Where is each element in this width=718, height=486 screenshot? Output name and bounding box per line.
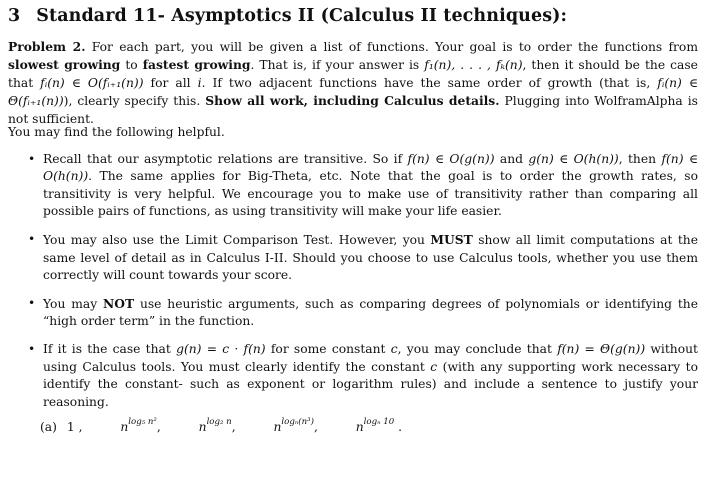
hint-text: for some constant [270, 342, 386, 357]
problem-text: for all [150, 75, 191, 90]
math-var: c [390, 342, 398, 357]
problem-label: Problem 2. [8, 39, 86, 54]
math-var: c [430, 359, 438, 374]
math-expr: f(n) = Θ(g(n)) [557, 342, 646, 357]
bullet-icon: • [28, 296, 36, 311]
hint-text: without using Calculus tools. You must clearly identify the constant [43, 342, 698, 374]
section-heading [8, 6, 567, 26]
hint-text: Recall that our asymptotic relations are transitive. So if [43, 152, 403, 166]
part-label: (a) [40, 420, 57, 434]
emphasis-show-work: Show all work, including Calculus details. [205, 93, 500, 109]
function-3: $n^{log_2 n}$, [198, 417, 236, 434]
hint-text: If it is the case that [43, 342, 171, 357]
hint-text: You may also use the Limit Comparison Test. However, you [43, 233, 425, 248]
function-5: $n^{log_n 10}$ . [355, 417, 403, 434]
hint-text: and [499, 152, 523, 166]
hint-text: (with any supporting work necessary to identify the constant- such as exponent or logarithm rules) and include a sentence to justify your reasoning. [43, 359, 698, 409]
problem-statement [8, 38, 698, 128]
math-big-o-relation: fᵢ(n) ∈ O(fᵢ₊₁(n)) [40, 75, 144, 90]
math-var: i [197, 75, 202, 90]
math-expr: f(n) ∈ O(h(n)) [43, 152, 698, 184]
helpful-intro: You may find the following helpful. [8, 125, 225, 139]
math-expr: g(n) = c · f(n) [176, 342, 266, 357]
problem-text: , then it should be the case that [8, 58, 698, 90]
emphasis-slowest: slowest growing [8, 57, 121, 73]
hint-constant-multiple [8, 341, 698, 411]
function-1: 1 , [66, 420, 83, 434]
problem-text: . That is, if your answer is [250, 58, 420, 73]
math-expr: g(n) ∈ O(h(n)) [528, 152, 619, 166]
emphasis-must: MUST [430, 232, 473, 248]
problem-text: ), clearly specify this. [63, 94, 201, 109]
problem-text: Plugging into WolframAlpha is not sufficient. [8, 94, 698, 126]
section-title: Standard 11- Asymptotics II (Calculus II techniques): [36, 6, 568, 26]
bullet-icon: • [28, 232, 36, 247]
bullet-icon: • [28, 152, 36, 166]
problem-text: For each part, you will be given a list of functions. Your goal is to order the functions from [91, 40, 698, 54]
bullet-icon: • [28, 342, 36, 357]
hint-limit-comparison [8, 231, 698, 284]
problem-text: . If two adjacent functions have the same order of growth (that is, [201, 75, 651, 90]
section-number: 3 [8, 6, 21, 26]
math-expr: f(n) ∈ O(g(n)) [407, 152, 495, 166]
hint-text: . The same applies for Big-Theta, etc. Note that the goal is to order the growth rates, so transitivity is very helpful. We encourage you to make use of transitivity rather than comparing all possible pairs of functions, as using transitivity will make your life easier. [43, 169, 698, 219]
hint-no-heuristics [8, 295, 698, 331]
function-2: $n^{log_5 n^2}$, [120, 417, 161, 434]
function-4: $n^{log_n(n^3)}$, [273, 417, 318, 434]
hint-text: You may [43, 297, 98, 312]
hint-text: use heuristic arguments, such as comparing degrees of polynomials or identifying the “high order term” in the function. [43, 297, 698, 329]
math-sequence: f₁(n), . . . , fₖ(n) [424, 58, 523, 73]
hint-text: , then [618, 152, 657, 166]
emphasis-fastest: fastest growing [142, 57, 251, 73]
hint-transitivity [8, 151, 698, 221]
emphasis-not: NOT [103, 296, 135, 312]
part-a-function-list [40, 417, 403, 434]
problem-text: to [125, 58, 138, 73]
math-theta-relation: fᵢ(n) ∈ Θ(fᵢ₊₁(n)) [8, 75, 698, 109]
hint-text: , you may conclude that [397, 342, 552, 357]
hint-text: show all limit computations at the same level of detail as in Calculus I-II. Should you choose to use Calculus tools, whether you use them correctly will count towards your score. [43, 233, 698, 283]
hints-list [8, 151, 698, 422]
